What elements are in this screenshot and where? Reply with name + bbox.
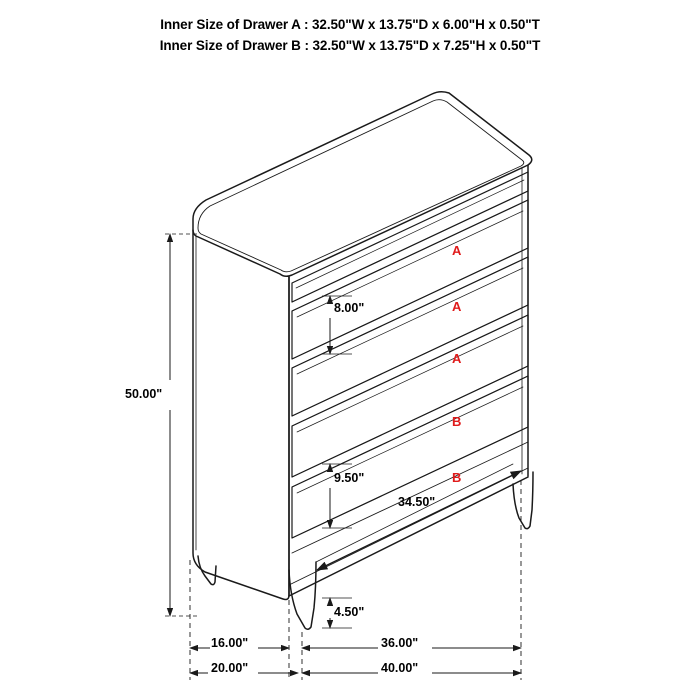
drawer-label-a-2: A bbox=[452, 299, 462, 314]
dim-front-width bbox=[317, 471, 521, 570]
drawer-label-b-1: B bbox=[452, 414, 462, 429]
dim-label-drawer-a-height: 8.00" bbox=[334, 301, 365, 315]
drawer-a-note: Inner Size of Drawer A : 32.50"W x 13.75"D x 6.00"H x 0.50"T bbox=[160, 17, 540, 32]
drawer-label-b-2: B bbox=[452, 470, 462, 485]
dim-label-overall-height: 50.00" bbox=[125, 387, 163, 401]
dim-label-side-depth: 16.00" bbox=[211, 636, 249, 650]
dim-label-leg-height: 4.50" bbox=[334, 605, 365, 619]
drawer-b-note: Inner Size of Drawer B : 32.50"W x 13.75"D x 7.25"H x 0.50"T bbox=[159, 38, 541, 53]
drawer-label-a-3: A bbox=[452, 351, 462, 366]
dim-label-total-depth: 20.00" bbox=[211, 661, 249, 675]
dim-label-total-width: 40.00" bbox=[381, 661, 419, 675]
dim-label-front-length: 36.00" bbox=[381, 636, 419, 650]
dim-label-front-width: 34.50" bbox=[398, 495, 436, 509]
cabinet-body bbox=[193, 92, 533, 630]
dim-label-drawer-b-height: 9.50" bbox=[334, 471, 365, 485]
drawer-label-a-1: A bbox=[452, 243, 462, 258]
